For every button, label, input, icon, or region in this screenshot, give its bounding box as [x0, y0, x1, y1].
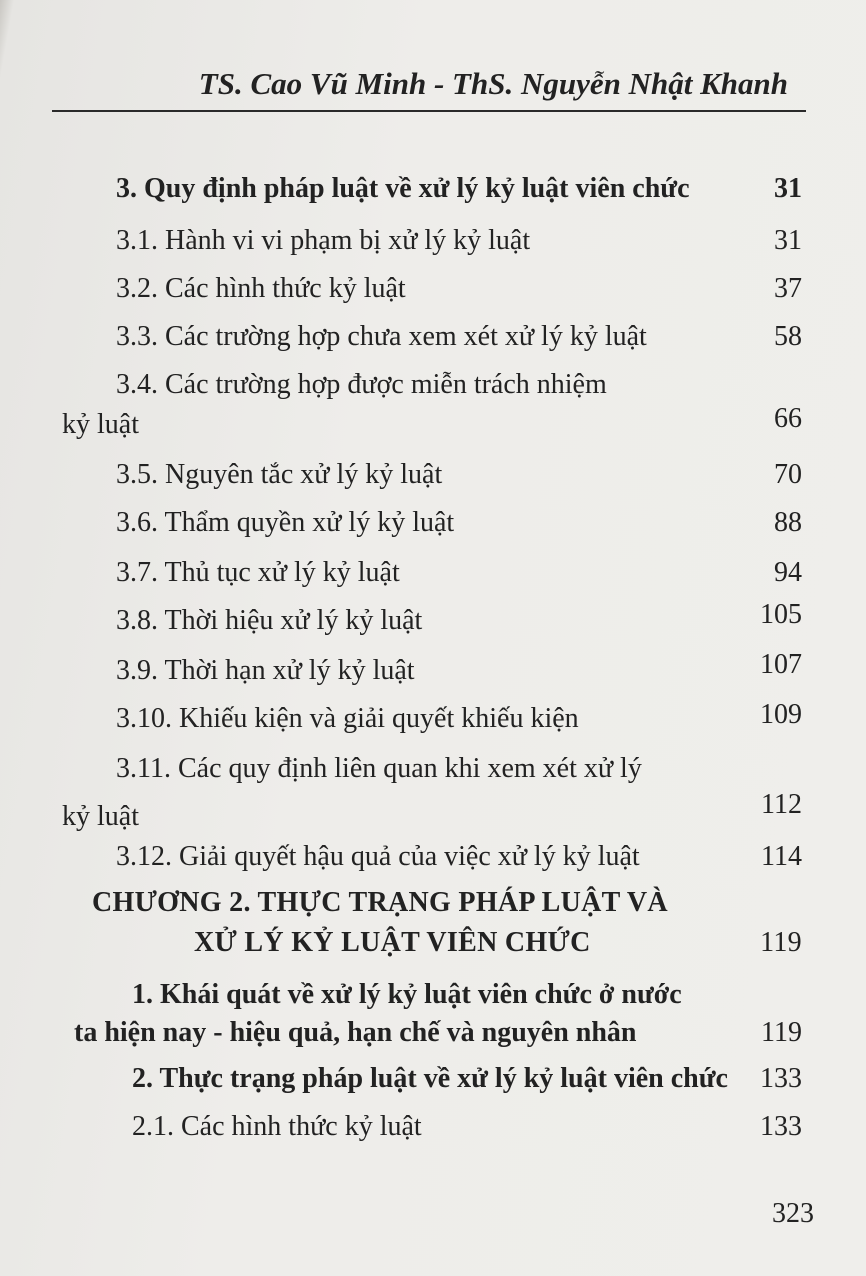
toc-entry-page: 94	[774, 557, 802, 588]
header-rule	[52, 110, 806, 112]
toc-entry-page: 119	[761, 1017, 802, 1048]
toc-entry	[62, 366, 802, 446]
toc-entry-title: 3.10. Khiếu kiện và giải quyết khiếu kiện	[116, 703, 579, 734]
toc-entry-title: 3.3. Các trường hợp chưa xem xét xử lý kỷ luật	[116, 321, 647, 352]
toc-entry-page: 114	[761, 841, 802, 872]
toc-entry-page: 119	[760, 927, 802, 958]
toc-entry-page: 58	[774, 321, 802, 352]
toc-entry	[62, 554, 802, 592]
toc-entry-page: 70	[774, 459, 802, 490]
toc-entry-title-line2: kỷ luật	[62, 801, 139, 832]
toc-entry-page: 133	[760, 1063, 802, 1094]
toc-entry-page: 133	[760, 1111, 802, 1142]
toc-entry-page: 107	[760, 649, 802, 680]
toc-entry	[62, 318, 802, 356]
toc-entry-page: 37	[774, 273, 802, 304]
toc-entry-title-line1: 1. Khái quát về xử lý kỷ luật viên chức ở nước	[132, 979, 682, 1010]
toc-chapter-title-line2: XỬ LÝ KỶ LUẬT VIÊN CHỨC	[194, 927, 591, 958]
toc-entry	[62, 170, 802, 208]
toc-entry-title: 3.5. Nguyên tắc xử lý kỷ luật	[116, 459, 443, 490]
toc-entry-title: 2. Thực trạng pháp luật về xử lý kỷ luật viên chức	[132, 1063, 728, 1094]
toc-entry-page: 109	[760, 699, 802, 730]
toc-entry-title-line2: ta hiện nay - hiệu quả, hạn chế và nguyên nhân	[74, 1017, 637, 1048]
toc-entry	[62, 750, 802, 836]
toc-entry-page: 105	[760, 599, 802, 630]
toc-entry	[62, 838, 802, 876]
toc-entry-title: 3.9. Thời hạn xử lý kỷ luật	[116, 655, 415, 686]
toc-entry-title: 3.2. Các hình thức kỷ luật	[116, 273, 406, 304]
toc-entry-title-line1: 3.11. Các quy định liên quan khi xem xét xử lý	[116, 753, 642, 784]
toc-entry	[62, 270, 802, 308]
toc-entry-title: 3. Quy định pháp luật về xử lý kỷ luật viên chức	[116, 173, 690, 204]
page-number: 323	[772, 1198, 814, 1229]
toc-entry	[62, 1060, 802, 1098]
toc-entry-title: 3.8. Thời hiệu xử lý kỷ luật	[116, 605, 423, 636]
toc-entry	[62, 504, 802, 542]
running-header-author: TS. Cao Vũ Minh - ThS. Nguyễn Nhật Khanh	[198, 66, 788, 101]
toc-entry-title-line2: kỷ luật	[62, 409, 139, 440]
toc-entry-title: 3.6. Thẩm quyền xử lý kỷ luật	[116, 507, 455, 538]
toc-entry-page: 31	[774, 225, 802, 256]
toc-entry-page: 112	[761, 789, 802, 820]
toc-entry	[62, 456, 802, 494]
toc-entry-page: 66	[774, 403, 802, 434]
toc-chapter-title-line1: CHƯƠNG 2. THỰC TRẠNG PHÁP LUẬT VÀ	[92, 887, 668, 918]
toc-entry	[62, 222, 802, 260]
toc-entry	[62, 1108, 802, 1146]
toc-entry	[62, 976, 802, 1062]
toc-entry-page: 88	[774, 507, 802, 538]
toc-entry-title: 3.12. Giải quyết hậu quả của việc xử lý kỷ luật	[116, 841, 640, 872]
toc-entry	[62, 700, 802, 738]
toc-entry-title: 2.1. Các hình thức kỷ luật	[132, 1111, 422, 1142]
toc-entry-title: 3.1. Hành vi vi phạm bị xử lý kỷ luật	[116, 225, 531, 256]
toc-entry	[62, 599, 802, 640]
toc-entry-title: 3.7. Thủ tục xử lý kỷ luật	[116, 557, 400, 588]
toc-entry	[62, 649, 802, 690]
toc-entry-page: 31	[774, 173, 802, 204]
toc-chapter-entry	[62, 884, 802, 970]
toc-entry-title-line1: 3.4. Các trường hợp được miễn trách nhiệm	[116, 369, 607, 400]
